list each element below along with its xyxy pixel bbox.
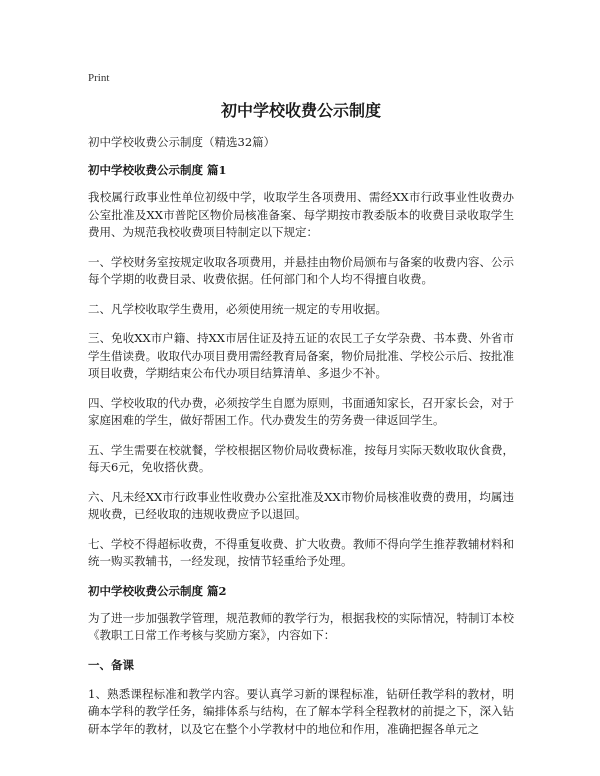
- paragraph: 三、免收XX市户籍、持XX市居住证及持五证的农民工子女学杂费、书本费、外省市学生借读费。收取代办项目费用需经教育局备案，物价局批准、学校公示后、按批准项目收费，学期结束公布代办项目结算清单、多退少不补。: [88, 331, 514, 380]
- paragraph: 五、学生需要在校就餐，学校根据区物价局收费标准，按每月实际天数收取伙食费，每天6元，免收搭伙费。: [88, 442, 514, 474]
- paragraph: 七、学校不得超标收费，不得重复收费、扩大收费。教师不得向学生推荐教辅材料和统一购买教辅书，一经发现，按情节轻重给予处理。: [88, 536, 514, 568]
- section-heading: 初中学校收费公示制度 篇1: [88, 163, 227, 177]
- paragraph: 一、学校财务室按规定收取各项费用，并悬挂由物价局颁布与备案的收费内容、公示每个学期的收费目录、收费依据。任何部门和个人均不得擅自收费。: [88, 254, 514, 286]
- page-title: 初中学校收费公示制度: [220, 101, 381, 120]
- paragraph: 1、熟悉课程标准和教学内容。要认真学习新的课程标准，钻研任教学科的教材，明确本学科的教学任务，编排体系与结构，在了解本学科全程教材的前提之下，深入钻研本学年的教材，以及它在整个小学教材中的地位和作用，准确把握各单元之: [88, 686, 514, 736]
- paragraph: 四、学校收取的代办费，必须按学生自愿为原则，书面通知家长，召开家长会，对于家庭困难的学生，做好帮困工作。代办费发生的劳务费一律返回学生。: [88, 395, 514, 427]
- section-heading: 初中学校收费公示制度 篇2: [88, 583, 227, 598]
- document-page: [88, 70, 514, 750]
- paragraph: 为了进一步加强教学管理，规范教师的教学行为，根据我校的实际情况，特制订本校《教职工日常工作考核与奖励方案》，内容如下：: [88, 610, 514, 642]
- document-subtitle: 初中学校收费公示制度（精选32篇）: [88, 135, 276, 149]
- print-link[interactable]: Print: [88, 72, 110, 84]
- paragraph: 六、凡未经XX市行政事业性收费办公室批准及XX市物价局核准收费的费用，均属违规收费，已经收取的违规收费应予以退回。: [88, 489, 514, 521]
- subsection-heading: 一、备课: [88, 657, 134, 672]
- paragraph: 我校属行政事业性单位初级中学，收取学生各项费用、需经XX市行政事业性收费办公室批准及XX市普陀区物价局核准备案、每学期按市教委版本的收费目录收取学生费用、为规范我校收费项目特制定以下规定：: [88, 190, 514, 239]
- paragraph: 二、凡学校收取学生费用，必须使用统一规定的专用收据。: [88, 301, 387, 316]
